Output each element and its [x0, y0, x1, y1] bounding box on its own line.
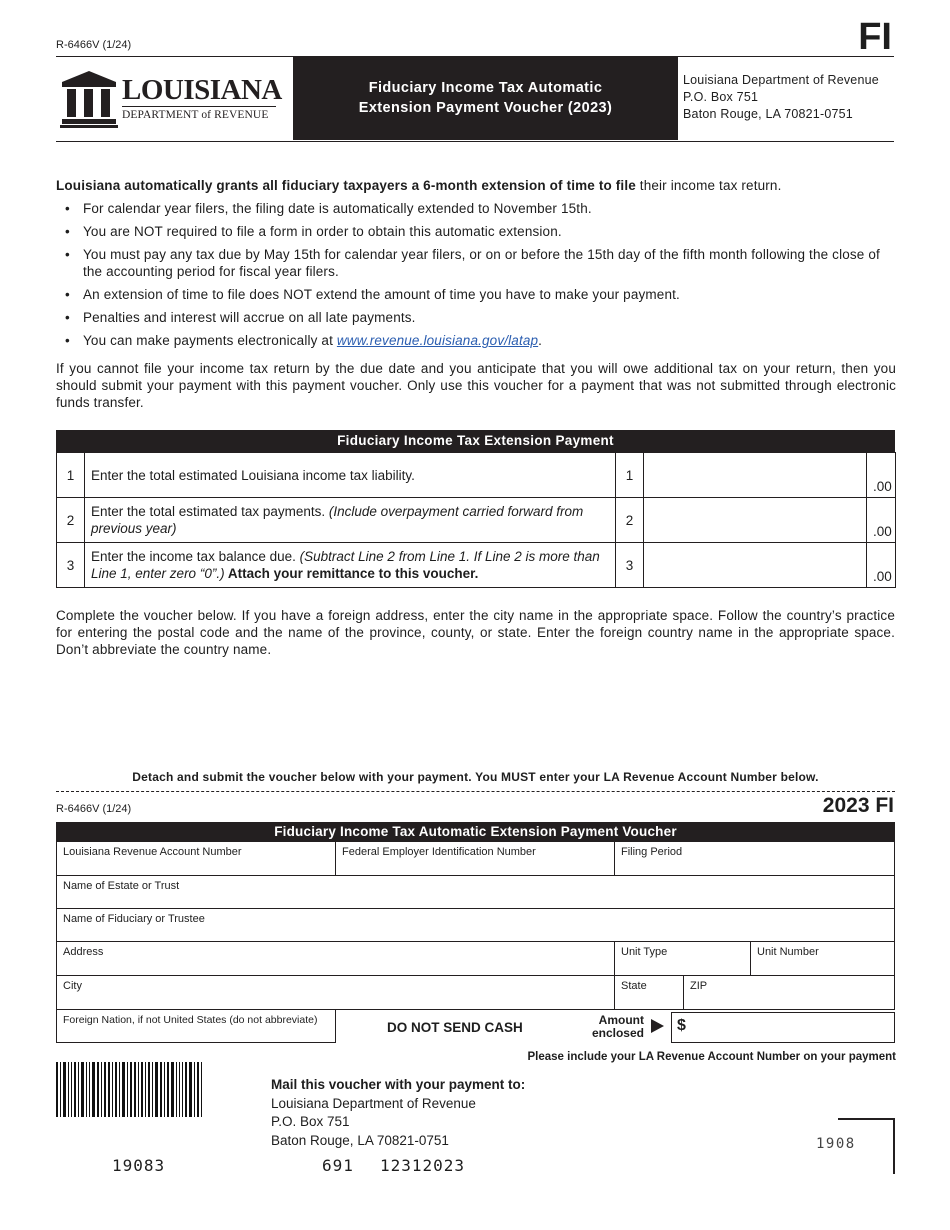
line-number: 1 — [616, 453, 644, 498]
mail-heading: Mail this voucher with your payment to: — [271, 1077, 526, 1092]
ocr-code-mid: 691 — [322, 1156, 354, 1175]
voucher-barcode — [56, 1062, 204, 1117]
voucher-title: Fiduciary Income Tax Automatic Extension Payment Voucher — [56, 822, 895, 841]
zip-field[interactable]: ZIP — [683, 975, 895, 1010]
line-3-amount-input[interactable] — [644, 543, 867, 588]
no-cash-notice: DO NOT SEND CASH — [387, 1020, 523, 1035]
line-number: 2 — [616, 498, 644, 543]
foreign-nation-field[interactable]: Foreign Nation, if not United States (do not abbreviate) — [56, 1009, 336, 1043]
cents: .00 — [867, 543, 896, 588]
amount-enclosed-input[interactable]: $ — [671, 1012, 895, 1043]
table-row — [57, 543, 896, 588]
table-row — [57, 498, 896, 543]
form-title — [293, 56, 678, 140]
state-field[interactable]: State — [614, 975, 684, 1010]
intro-statement: Louisiana automatically grants all fiduciary taxpayers a 6-month extension of time to file their income tax return. — [56, 178, 782, 193]
list-item: • You are NOT required to file a form in order to obtain this automatic extension. — [56, 223, 896, 240]
table-row — [57, 453, 896, 498]
line-2-amount-input[interactable] — [644, 498, 867, 543]
list-item: • You must pay any tax due by May 15th for calendar year filers, or on or before the 15th day of the fifth month following the close of the accounting period for fiscal year filers. — [56, 246, 896, 280]
list-item: • An extension of time to file does NOT extend the amount of time you have to make your payment. — [56, 286, 896, 303]
list-item: • Penalties and interest will accrue on all late payments. — [56, 309, 896, 326]
department-logo — [58, 68, 283, 130]
city-field[interactable]: City — [56, 975, 615, 1010]
cents: .00 — [867, 453, 896, 498]
logo-name: LOUISIANA — [122, 74, 282, 106]
arrow-right-icon — [649, 1018, 665, 1034]
list-item: • You can make payments electronically at www.revenue.louisiana.gov/latap. — [56, 332, 896, 349]
fiduciary-name-field[interactable]: Name of Fiduciary or Trustee — [56, 908, 895, 942]
voucher-year-code: 2023 FI — [822, 794, 894, 817]
line-number: 3 — [616, 543, 644, 588]
unit-number-field[interactable]: Unit Number — [750, 941, 895, 976]
line-number: 3 — [57, 543, 85, 588]
payment-table — [56, 452, 896, 588]
line-description: Enter the total estimated Louisiana income tax liability. — [85, 453, 616, 498]
fein-field[interactable]: Federal Employer Identification Number — [335, 841, 615, 876]
pelican-pillars-icon — [58, 68, 120, 130]
intro-paragraph: If you cannot file your income tax return by the due date and you anticipate that you will owe additional tax on your return, then you should submit your payment with this payment voucher. Only use this voucher for a payment that was not submitted through electronic funds transfer. — [56, 361, 896, 410]
include-account-note: Please include your LA Revenue Account Number on your payment — [527, 1051, 896, 1063]
list-item: • For calendar year filers, the filing date is automatically extended to November 15th. — [56, 200, 896, 217]
line-description: Enter the total estimated tax payments. (Include overpayment carried forward from previous year) — [85, 498, 616, 543]
account-number-field[interactable]: Louisiana Revenue Account Number — [56, 841, 336, 876]
unit-type-field[interactable]: Unit Type — [614, 941, 751, 976]
mail-to-block: Mail this voucher with your payment to: Louisiana Department of Revenue P.O. Box 751 Baton Rouge, LA 70821-0751 — [271, 1077, 526, 1148]
ocr-code-left: 19083 — [112, 1156, 166, 1175]
cut-line — [56, 791, 895, 792]
form-letters: FI — [858, 16, 892, 58]
title-line-2: Extension Payment Voucher (2023) — [358, 100, 613, 116]
line-number: 2 — [57, 498, 85, 543]
intro-bullets — [56, 200, 896, 349]
detach-note: Detach and submit the voucher below with your payment. You MUST enter your LA Revenue Account Number below. — [132, 770, 819, 784]
form-code: R-6466V (1/24) — [56, 39, 132, 51]
cents: .00 — [867, 498, 896, 543]
line-1-amount-input[interactable] — [644, 453, 867, 498]
address-field[interactable]: Address — [56, 941, 615, 976]
logo-rule — [122, 106, 276, 107]
title-line-1: Fiduciary Income Tax Automatic — [368, 80, 603, 96]
line-number: 1 — [57, 453, 85, 498]
amount-enclosed-label: Amount enclosed — [591, 1013, 644, 1040]
estate-name-field[interactable]: Name of Estate or Trust — [56, 875, 895, 909]
ocr-code-right: 12312023 — [380, 1156, 466, 1175]
table-heading: Fiduciary Income Tax Extension Payment — [56, 430, 895, 452]
intro-section — [56, 177, 896, 411]
scan-code: 1908 — [816, 1136, 856, 1152]
header-address: Louisiana Department of Revenue P.O. Box 751 Baton Rouge, LA 70821-0751 — [683, 73, 879, 121]
voucher-form-code: R-6466V (1/24) — [56, 803, 132, 815]
voucher-instructions: Complete the voucher below. If you have a foreign address, enter the city name in the appropriate space. Follow the country’s practice for entering the postal code and the name of the province, county, or state. Enter the foreign country name in the appropriate space. Don’t abbreviate the country name. — [56, 608, 895, 657]
filing-period-field[interactable]: Filing Period — [614, 841, 895, 876]
logo-subtitle: DEPARTMENT of REVENUE — [122, 109, 269, 121]
line-description: Enter the income tax balance due. (Subtract Line 2 from Line 1. If Line 2 is more than Line 1, enter zero “0”.) Attach your remittance to this voucher. — [85, 543, 616, 588]
latap-link[interactable]: www.revenue.louisiana.gov/latap — [336, 333, 539, 348]
